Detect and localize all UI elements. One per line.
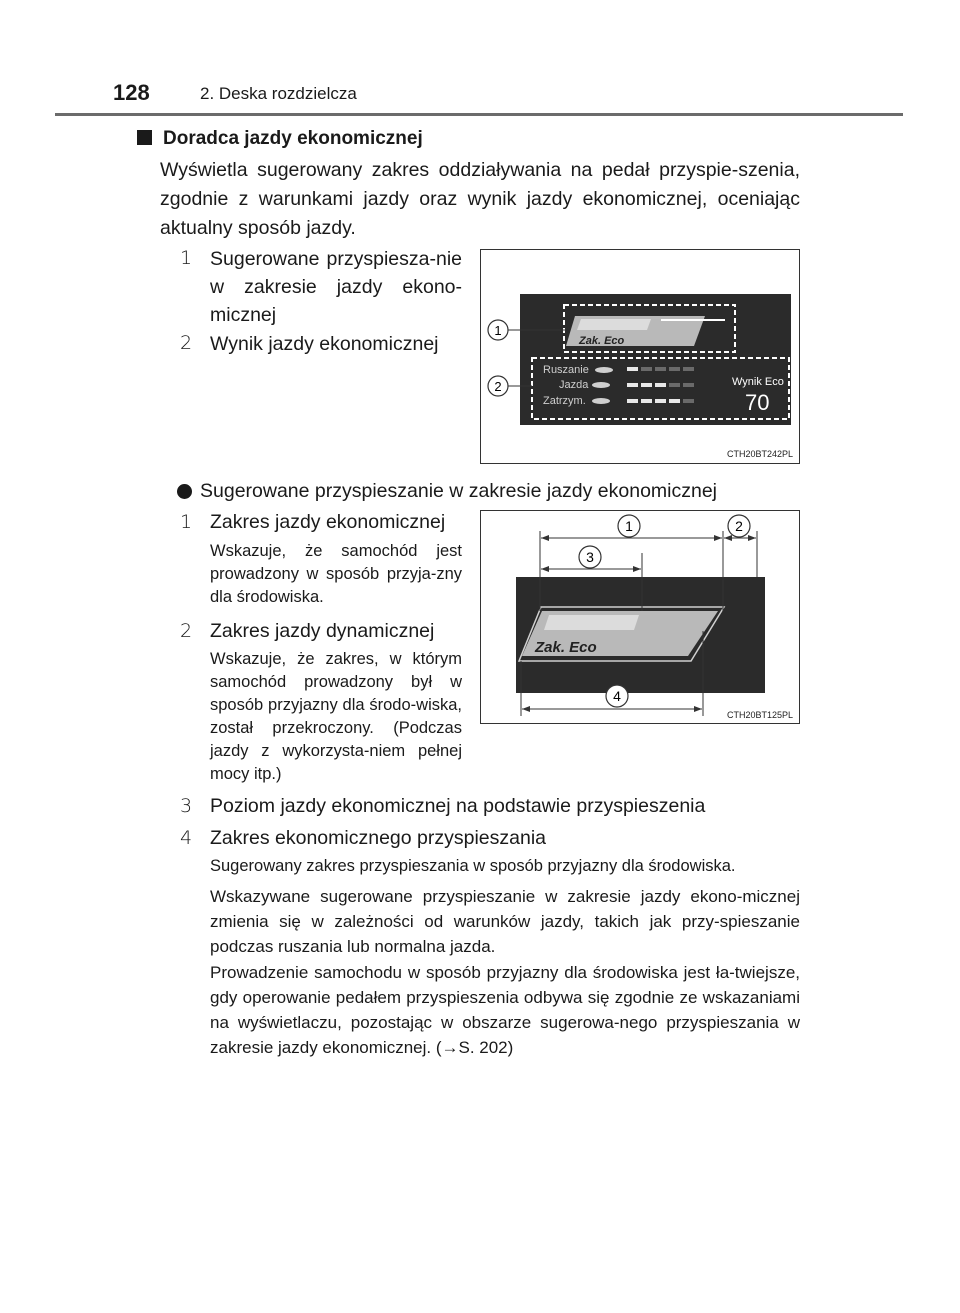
- svg-text:4: 4: [613, 688, 621, 704]
- score-label: Wynik Eco: [732, 376, 784, 388]
- bullet-heading: Sugerowane przyspieszanie w zakresie jazdy ekonomicznej: [200, 480, 718, 502]
- figure-code: CTH20BT242PL: [726, 449, 793, 459]
- list-item: Zakres jazdy ekonomicznej: [210, 511, 446, 533]
- section-title: 2. Deska rozdzielcza: [200, 84, 357, 103]
- header-divider: [55, 113, 903, 116]
- list-item-description: Wskazuje, że zakres, w którym samochód prowadzony był w sposób przyjazny dla środo-wiska, został przekroczony. (Podczas jazdy z wykorzysta-niem pełnej mocy itp.): [210, 650, 462, 783]
- item-number: 2: [180, 332, 193, 354]
- figure-code: CTH20BT125PL: [726, 710, 793, 720]
- page-number: 128: [113, 80, 150, 105]
- item-number: 1: [180, 511, 193, 533]
- item-number: 4: [180, 827, 193, 849]
- zone-label: Zak. Eco: [535, 639, 597, 656]
- item-number: 1: [180, 247, 193, 269]
- score-value: 70: [745, 390, 770, 415]
- item-number: 2: [180, 620, 193, 642]
- round-bullet-icon: [177, 484, 192, 499]
- intro-paragraph: Wyświetla sugerowany zakres oddziaływania na pedał przyspie-szenia, zgodnie z warunkami jazdy oraz wynik jazdy ekonomicznej, oceniając aktualny sposób jazdy.: [160, 159, 800, 239]
- item-number: 3: [180, 795, 193, 817]
- row-label: Jazda: [559, 379, 589, 391]
- svg-text:1: 1: [494, 323, 502, 338]
- zone-label: Zak. Eco: [579, 335, 625, 347]
- svg-text:3: 3: [586, 549, 594, 565]
- page-heading: Doradca jazdy ekonomicznej: [163, 128, 423, 149]
- square-bullet-icon: [137, 130, 152, 145]
- row-label: Ruszanie: [543, 364, 589, 376]
- list-item: Zakres jazdy dynamicznej: [210, 620, 435, 642]
- note-paragraph: Prowadzenie samochodu w sposób przyjazny dla środowiska jest ła-twiejsze, gdy operowanie pedałem przyspieszenia odbywa się zgodnie ze wskazaniami na wyświetlaczu, pozostając w obszarze sugerowa-nego przyspieszania w zakresie jazdy ekonomicznej. (→S. 202): [210, 963, 800, 1057]
- eco-display-figure: [480, 249, 800, 464]
- eco-zone-figure: [480, 510, 800, 724]
- list-item: Zakres ekonomicznego przyspieszania: [210, 827, 546, 849]
- svg-text:1: 1: [625, 518, 633, 534]
- svg-text:2: 2: [735, 518, 743, 534]
- row-label: Zatrzym.: [543, 395, 586, 407]
- svg-text:2: 2: [494, 379, 502, 394]
- note-paragraph: Wskazywane sugerowane przyspieszanie w zakresie jazdy ekono-micznej zmienia się w zależności od warunków jazdy, takich jak przy-spieszanie podczas ruszania lub normalna jazda.: [210, 887, 800, 956]
- list-item: Sugerowane przyspiesza-nie w zakresie jazdy ekono-micznej: [210, 248, 462, 326]
- list-item-description: Sugerowany zakres przyspieszania w sposób przyjazny dla środowiska.: [210, 857, 736, 875]
- list-item: Wynik jazdy ekonomicznej: [210, 333, 439, 355]
- list-item: Poziom jazdy ekonomicznej na podstawie przyspieszenia: [210, 795, 706, 817]
- list-item-description: Wskazuje, że samochód jest prowadzony w sposób przyja-zny dla środowiska.: [210, 542, 462, 606]
